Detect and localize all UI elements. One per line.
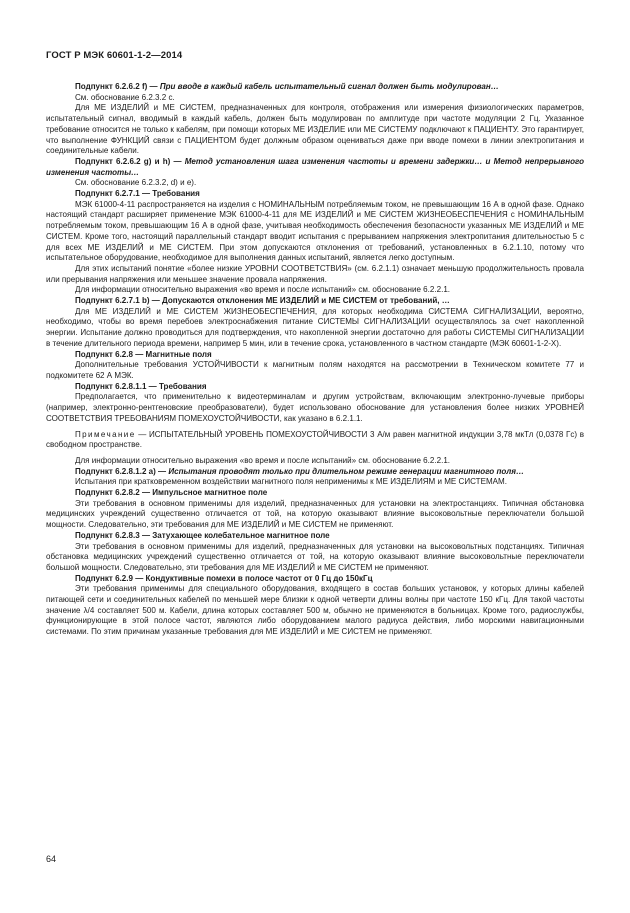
page-header: ГОСТ Р МЭК 60601-1-2—2014 <box>46 50 183 61</box>
page-number: 64 <box>46 854 57 864</box>
paragraph: Для информации относительно выражения «во время и после испытаний» см. обоснование 6.2.2.1. <box>75 285 451 295</box>
note: Примечание — ИСПЫТАТЕЛЬНЫЙ УРОВЕНЬ ПОМЕХОУСТОЙЧИВОСТИ 3 А/м равен магнитной индукции 3,78 мкТл (0,0378 Гс) в свободном пространстве. <box>46 429 584 450</box>
section-heading: Подпункт 6.2.8.3 — Затухающее колебательное магнитное поле <box>75 530 330 540</box>
paragraph: Подпункт 6.2.8.1.2 а) — Испытания проводят только при длительном режиме генерации магнитного поля… <box>75 466 525 476</box>
paragraph: Для МЕ ИЗДЕЛИЙ и МЕ СИСТЕМ, предназначенных для контроля, отображения или измерения физиологических параметров, испытательный сигнал, вводимый в каждый кабель, должен быть модулирован по амплитуде при частоте модуляции 2 Гц. Указанное требование относится не только к кабелям, при помощи которых МЕ ИЗДЕЛИЕ или МЕ СИСТЕМУ подключают к ПАЦИЕНТУ. Это гарантирует, что выполнение ФУНКЦИЙ связи с ПАЦИЕНТОМ будет должным образом оцениваться даже при вводе помехи в линии электропитания и соединительные кабели. <box>46 103 584 156</box>
section-heading: Подпункт 6.2.7.1 b) — Допускаются отклонения МЕ ИЗДЕЛИЙ и МЕ СИСТЕМ от требований, … <box>75 296 450 306</box>
paragraph: Для информации относительно выражения «во время и после испытаний» см. обоснование 6.2.2.1. <box>75 455 451 465</box>
section-heading: Подпункт 6.2.8.2 — Импульсное магнитное поле <box>75 488 268 498</box>
section-heading: Подпункт 6.2.9 — Кондуктивные помехи в полосе частот от 0 Гц до 150кГц <box>75 573 373 583</box>
document-body <box>46 82 584 638</box>
paragraph: Подпункт 6.2.6.2 g) и h) — Метод установления шага изменения частоты и времени задержки… и Метод непрерывного изменения частоты… <box>46 156 585 177</box>
paragraph: Для этих испытаний понятие «более низкие УРОВНИ СООТВЕТСТВИЯ» (см. 6.2.1.1) означает меньшую продолжительность провала или прерывания напряжения или меньшее значение провала напряжения. <box>46 263 584 284</box>
paragraph: Эти требования применимы для специального оборудования, входящего в состав больших установок, у которых длины кабелей питающей сети и соединительных кабелей по меньшей мере близки к одной четверти длины волны при частоте 150 кГц. Для такой частоты значение λ/4 составляет 500 м. Кабели, длина которых составляет 500 м, обычно не применяются в больницах. Кроме того, радиослужбы, функционирующие в этой полосе частот, являются либо оборудованием малого радиуса действия, либо морскими навигационными системами. По этим причинам указанные требования для МЕ ИЗДЕЛИЙ и МЕ СИСТЕМ не применяют. <box>46 584 584 637</box>
paragraph: Дополнительные требования УСТОЙЧИВОСТИ к магнитным полям находятся на рассмотрении в Техническом комитете 77 и подкомитете 62 А МЭК. <box>46 360 584 380</box>
paragraph: Предполагается, что применительно к видеотерминалам и другим устройствам, включающим электронно-лучевые приборы (например, электронно-рентгеновские преобразователи), будет использовано обоснование для установления более низких УРОВНЕЙ СООТВЕТСТВИЯ ТРЕБОВАНИЯМ ПОМЕХОУСТОЙЧИВОСТИ, как указано в 6.2.1.1. <box>46 392 584 423</box>
paragraph: См. обоснование 6.2.3.2 с. <box>75 92 175 102</box>
paragraph: МЭК 61000-4-11 распространяется на изделия с НОМИНАЛЬНЫМ потребляемым током, не превышающим 16 А в одной фазе. Однако настоящий стандарт расширяет применение МЭК 61000-4-11 для МЕ ИЗДЕЛИЙ и МЕ СИСТЕМ ЖИЗНЕОБЕСПЕЧЕНИЯ с НОМИНАЛЬНЫМ потребляемым током, превышающим 16 А в одной фазе, учитывая необходимость обеспечения безопасности указанных МЕ ИЗДЕЛИЙ и МЕ СИСТЕМ. Кроме того, настоящий параллельный стандарт вводит испытания с прерыванием напряжения электропитания длительностью 5 с для всех МЕ ИЗДЕЛИЙ и МЕ СИСТЕМ. При этом допускаются отклонения от требований, установленных в 6.2.1.10, потому что испытательное оборудование, необходимое для выполнения данных испытаний, является легко доступным. <box>46 199 584 263</box>
section-heading: Подпункт 6.2.8.1.1 — Требования <box>75 381 207 391</box>
paragraph: Испытания при кратковременном воздействии магнитного поля неприменимы к МЕ ИЗДЕЛИЯМ и МЕ СИСТЕМАМ. <box>75 477 507 487</box>
section-heading: Подпункт 6.2.7.1 — Требования <box>75 189 200 199</box>
paragraph: Эти требования в основном применимы для изделий, предназначенных для установки на электростанциях. Типичная обстановка медицинских учреждений существенно отличается от той, на которую оказывают влияние высоковольтные переключатели большой мощности. Следовательно, эти требования для МЕ ИЗДЕЛИЙ и МЕ СИСТЕМ не применяют. <box>46 498 584 530</box>
paragraph: Подпункт 6.2.6.2 f) — При вводе в каждый кабель испытательный сигнал должен быть модулирован… <box>75 82 499 91</box>
paragraph: Для МЕ ИЗДЕЛИЙ и МЕ СИСТЕМ ЖИЗНЕОБЕСПЕЧЕНИЯ, для которых необходима СИСТЕМА СИГНАЛИЗАЦИИ, вероятно, необходимо, чтобы во время перебоев электроснабжения питание СИСТЕМЫ СИГНАЛИЗАЦИИ осуществлялось за счет накопленной энергии. Испытание должно проводиться для подтверждения, что накопленной энергии достаточно для работы СИСТЕМЫ СИГНАЛИЗАЦИИ в течение длительного периода времени, например 5 мин, или в течение срока, установленного в частном стандарте (МЭК 60601-1-2-Х). <box>46 306 584 348</box>
paragraph: Эти требования в основном применимы для изделий, предназначенных для установки на высоковольтных подстанциях. Типичная обстановка медицинских учреждений существенно отличается от той, на которую оказывают влияние высоковольтные переключатели большой мощности. Следовательно, эти требования для МЕ ИЗДЕЛИЙ и МЕ СИСТЕМ не применяют. <box>46 541 584 572</box>
section-heading: Подпункт 6.2.8 — Магнитные поля <box>75 349 212 359</box>
paragraph: См. обоснование 6.2.3.2, d) и e). <box>75 178 197 188</box>
